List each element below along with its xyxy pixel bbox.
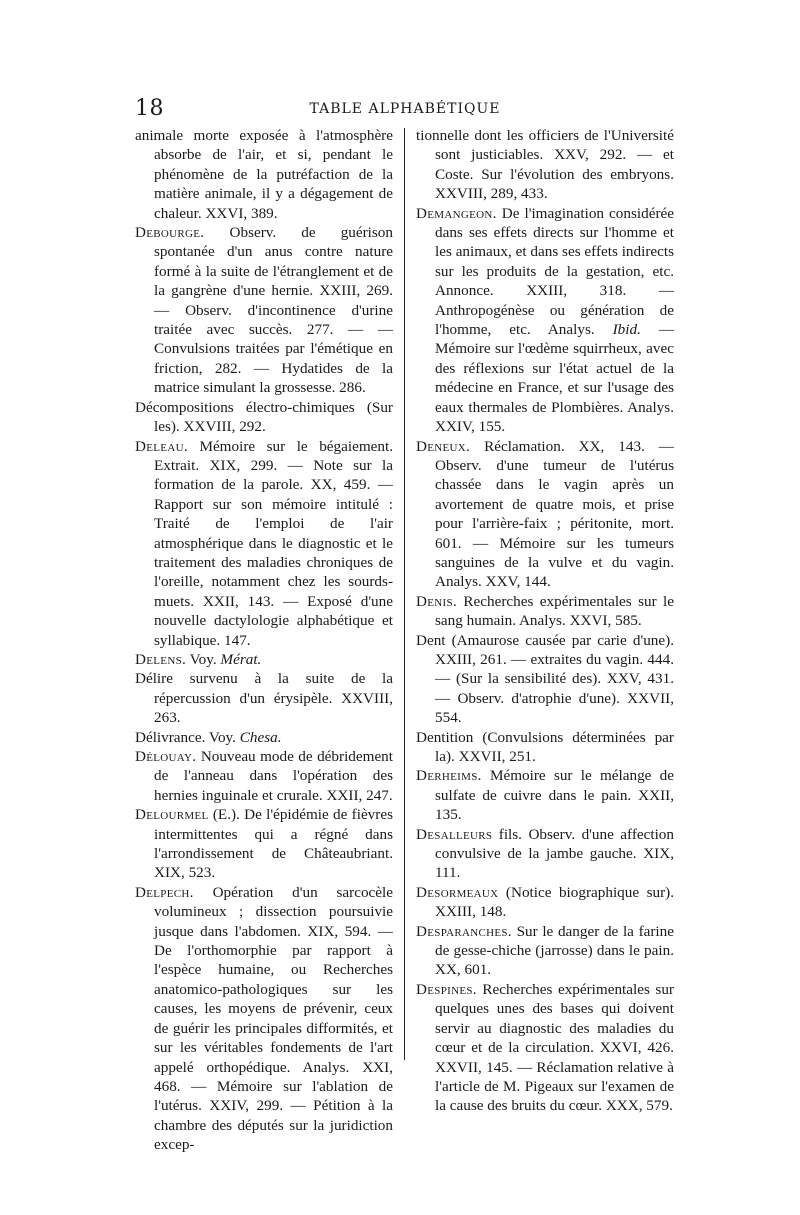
- index-entry: [135, 805, 393, 883]
- index-entry: [416, 437, 674, 592]
- entry-text: Délivrance. Voy.: [135, 728, 240, 746]
- entry-text: (Notice biographique sur). XXIII, 148.: [435, 883, 674, 921]
- entry-text: Mémoire sur le bégaiement. Extrait. XIX, 299. — Note sur la formation de la parole. XX, 459. — Rapport sur son mémoire intitulé : Traité de l'emploi de l'air atmosphérique dans le diagnostic et le traitement des maladies chroniques de l'oreille, notamment chez les sourds-muets. XXII, 143. — Exposé d'une nouvelle dactylologie alphabétique et syllabique. 147.: [154, 437, 393, 649]
- entry-reference: Ibid.: [612, 321, 641, 339]
- entry-head: Delens.: [135, 650, 187, 668]
- entry-head: Deleau.: [135, 437, 188, 455]
- entry-text: Délire survenu à la suite de la répercussion d'un érysipèle. XXVIII, 263.: [135, 670, 393, 727]
- index-entry: [135, 398, 393, 437]
- entry-text: Recherches expérimentales sur quelques unes des bases qui doivent servir au diagnostic des maladies du cœur et de la circulation. XXVI, 426. XXVII, 145. — Réclamation relative à l'article de M. Pigeaux sur l'examen de la cause des bruits du cœur. XXX, 579.: [435, 980, 674, 1115]
- entry-text: Mémoire sur le mélange de sulfate de cuivre dans le pain. XXII, 135.: [435, 767, 674, 824]
- page-header: [135, 96, 675, 126]
- right-column: [416, 126, 674, 1116]
- index-entry: [416, 883, 674, 922]
- entry-text: Réclamation. XX, 143. — Observ. d'une tumeur de l'utérus chassée dans le vagin après un avortement de quatre mois, et prise pour l'arrière-faix ; péritonite, mort. 601. — Mémoire sur les tumeurs sanguines de la vulve et du vagin. Analys. XXV, 144.: [435, 437, 674, 591]
- entry-text: Voy.: [186, 650, 221, 668]
- index-entry: [135, 883, 393, 1155]
- page-number: 18: [135, 96, 164, 121]
- entry-text: fils. Observ. d'une affection convulsive de la jambe gauche. XIX, 111.: [435, 825, 674, 882]
- entry-head: Demangeon.: [416, 204, 497, 222]
- index-entry: [135, 650, 393, 669]
- entry-text: tionnelle dont les officiers de l'Université sont justiciables. XXV, 292. — et Coste. Sur l'évolution des embryons. XXVIII, 289, 433.: [416, 127, 674, 203]
- left-column: [135, 126, 393, 1155]
- entry-reference: Mérat.: [220, 650, 262, 668]
- index-entry: [416, 204, 674, 437]
- entry-text: Observ. de guérison spontanée d'un anus contre nature formé à la suite de l'étranglement et de la gangrène d'une hernie. XXIII, 269. — Observ. d'incontinence d'urine traitée avec succès. 277. — — Convulsions traitées par l'émétique en friction, 282. — Hydatides de la matrice simulant la grossesse. 286.: [154, 224, 393, 397]
- entry-head: Denis.: [416, 592, 458, 610]
- index-entry: [135, 126, 393, 223]
- entry-head: Despines.: [416, 980, 477, 998]
- entry-text: (E.). De l'épidémie de fièvres intermittentes qui a régné dans l'arrondissement de Châteaubriant. XIX, 523.: [154, 806, 393, 882]
- index-entry: [416, 592, 674, 631]
- index-entry: [416, 922, 674, 980]
- entry-text: Recherches expérimentales sur le sang humain. Analys. XXVI, 585.: [435, 592, 674, 630]
- entry-text: Sur le danger de la farine de gesse-chiche (jarrosse) dans le pain. XX, 601.: [435, 922, 674, 979]
- index-entry: [416, 980, 674, 1116]
- entry-head: Délouay.: [135, 748, 197, 765]
- entry-text: De l'imagination considérée dans ses effets directs sur l'homme et les animaux, et dans ses effets indirects sur les produits de la gestation, etc. Annonce. XXIII, 318. — Anthropogénèse ou génération de l'homme, etc. Analys.: [435, 204, 674, 339]
- index-entry: [416, 631, 674, 728]
- index-entry: [135, 669, 393, 727]
- entry-head: Delourmel: [135, 806, 209, 824]
- entry-text: Dent (Amaurose causée par carie d'une). XXIII, 261. — extraites du vagin. 444. — (Sur la sensibilité des). XXV, 431. — Observ. d'atrophie d'une). XXVII, 554.: [416, 631, 674, 727]
- index-entry: [416, 728, 674, 767]
- index-entry: [416, 825, 674, 883]
- column-divider: [404, 128, 405, 1060]
- entry-text: Nouveau mode de débridement de l'anneau dans l'opération des hernies inguinale et crurale. XXII, 247.: [154, 748, 393, 804]
- entry-reference: Chesa.: [239, 728, 282, 746]
- index-entry: [416, 766, 674, 824]
- index-entry: [416, 126, 674, 204]
- entry-head: Desparanches.: [416, 922, 512, 940]
- entry-head: Derheims.: [416, 767, 482, 785]
- index-entry: [135, 747, 393, 805]
- entry-head: Delpech.: [135, 883, 194, 901]
- running-title: TABLE ALPHABÉTIQUE: [309, 101, 501, 117]
- entry-head: Debourge.: [135, 224, 205, 242]
- entry-text: Opération d'un sarcocèle volumineux ; dissection poursuivie jusque dans l'abdomen. XIX, 594. — De l'orthomorphie par rapport à l'espèce humaine, ou Recherches anatomico-pathologiques sur les causes, les moyens de prévenir, ceux de guérir les principales difformités, et sur les véritables fondements de l'art appelé orthopédique. Analys. XXI, 468. — Mémoire sur l'ablation de l'utérus. XXIV, 299. — Pétition à la chambre des députés sur la juridiction excep-: [154, 883, 393, 1154]
- entry-head: Deneux.: [416, 437, 471, 455]
- entry-text: Décompositions électro-chimiques (Sur les). XXVIII, 292.: [135, 398, 393, 436]
- index-entry: [135, 728, 393, 747]
- entry-head: Desalleurs: [416, 825, 493, 843]
- index-entry: [135, 223, 393, 398]
- entry-text: animale morte exposée à l'atmosphère absorbe de l'air, et si, pendant le phénomène de la putréfaction de la matière animale, il y a dégagement de chaleur. XXVI, 389.: [135, 127, 393, 222]
- index-entry: [135, 437, 393, 650]
- entry-text-continued: — Mémoire sur l'œdème squirrheux, avec des réflexions sur l'état actuel de la médecine en France, et sur l'usage des eaux thermales de Plombières. Analys. XXIV, 155.: [435, 321, 674, 436]
- entry-text: Dentition (Convulsions déterminées par la). XXVII, 251.: [416, 728, 674, 765]
- entry-head: Desormeaux: [416, 883, 499, 901]
